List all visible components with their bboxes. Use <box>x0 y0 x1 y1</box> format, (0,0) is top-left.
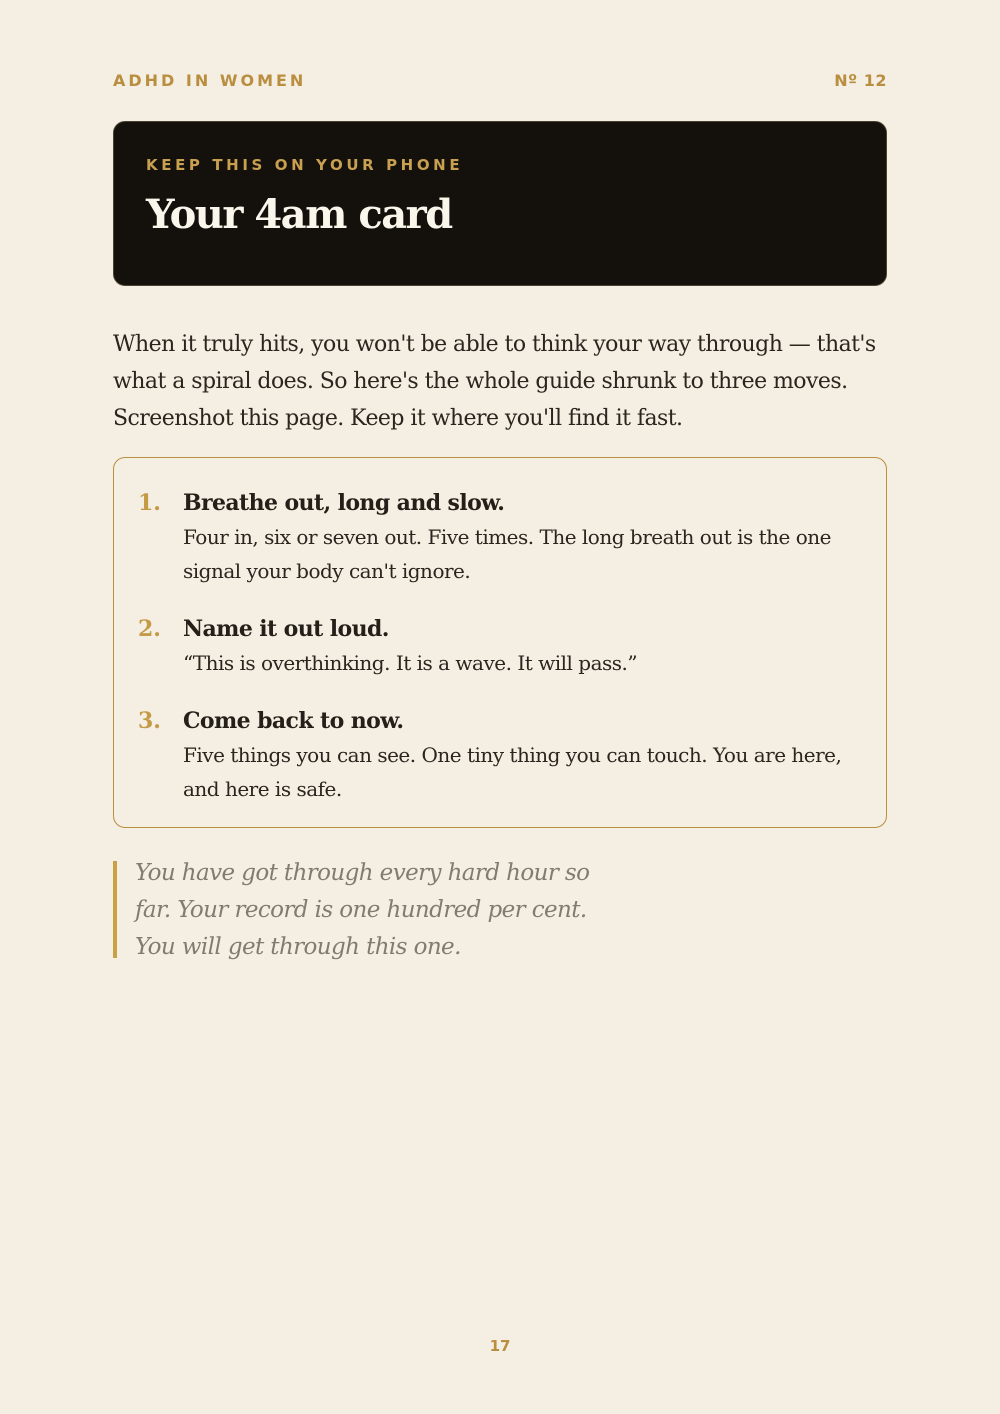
step-title: Breathe out, long and slow. <box>183 490 505 516</box>
step-number: 3. <box>138 708 161 734</box>
step-number: 2. <box>138 616 161 642</box>
series-title: ADHD IN WOMEN <box>113 70 307 90</box>
step-item <box>138 612 846 680</box>
hero-card <box>113 121 887 286</box>
step-number: 1. <box>138 490 161 516</box>
steps-box <box>113 457 887 828</box>
step-title: Come back to now. <box>183 708 404 734</box>
step-item <box>138 486 846 588</box>
pull-quote-text: You have got through every hard hour so far. Your record is one hundred per cent. You will get through this one. <box>135 860 590 960</box>
issue-number: Nº 12 <box>834 70 887 90</box>
step-body <box>183 704 846 806</box>
step-body <box>183 612 846 680</box>
page-number: 17 <box>489 1337 511 1355</box>
step-text: Five things you can see. One tiny thing you can touch. You are here, and here is safe. <box>183 743 842 801</box>
step-text: Four in, six or seven out. Five times. The long breath out is the one signal your body can't ignore. <box>183 525 831 583</box>
step-item <box>138 704 846 806</box>
running-header <box>113 68 887 92</box>
hero-kicker: KEEP THIS ON YOUR PHONE <box>146 156 464 174</box>
hero-title: Your 4am card <box>146 191 452 238</box>
pull-quote <box>113 861 615 958</box>
step-title: Name it out loud. <box>183 616 389 642</box>
intro-paragraph: When it truly hits, you won't be able to think your way through — that's what a spiral does. So here's the whole guide shrunk to three moves. Screenshot this page. Keep it where you'll find it fast. <box>113 332 876 431</box>
step-body <box>183 486 846 588</box>
step-text: “This is overthinking. It is a wave. It will pass.” <box>183 651 638 675</box>
